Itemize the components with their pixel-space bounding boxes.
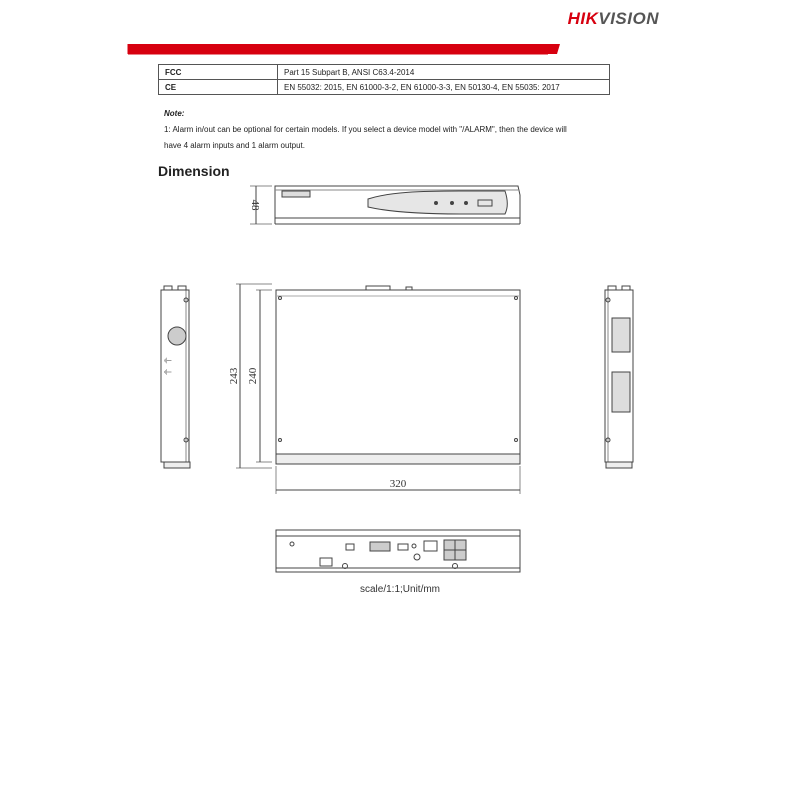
- depth-inner-label: 240: [247, 367, 259, 385]
- rear-view: [276, 530, 520, 572]
- right-side-view: [605, 286, 633, 468]
- note-title: Note:: [164, 109, 185, 118]
- svg-text:⏚ ⏚: ⏚ ⏚: [162, 356, 172, 377]
- height-dimension-label: 48: [249, 199, 261, 211]
- top-view: [228, 284, 520, 494]
- note-line-2: have 4 alarm inputs and 1 alarm output.: [164, 141, 305, 150]
- logo-hik-text: HIK: [567, 9, 599, 28]
- logo-vision-text: VISION: [598, 9, 659, 28]
- table-cell-value: EN 55032: 2015, EN 61000-3-2, EN 61000-3-3, EN 50130-4, EN 55035: 2017: [278, 80, 610, 95]
- width-dimension-label: 320: [389, 478, 407, 490]
- dimension-heading: Dimension: [158, 163, 230, 179]
- table-cell-key: FCC: [159, 65, 278, 80]
- depth-outer-label: 243: [228, 367, 240, 385]
- table-cell-value: Part 15 Subpart B, ANSI C63.4-2014: [278, 65, 610, 80]
- front-view: [249, 186, 520, 224]
- table-cell-key: CE: [159, 80, 278, 95]
- scale-caption: scale/1:1;Unit/mm: [359, 584, 441, 595]
- note-line-1: 1: Alarm in/out can be optional for certain models. If you select a device model with "/ALARM", then the device will: [164, 125, 567, 134]
- left-side-view: [161, 286, 190, 468]
